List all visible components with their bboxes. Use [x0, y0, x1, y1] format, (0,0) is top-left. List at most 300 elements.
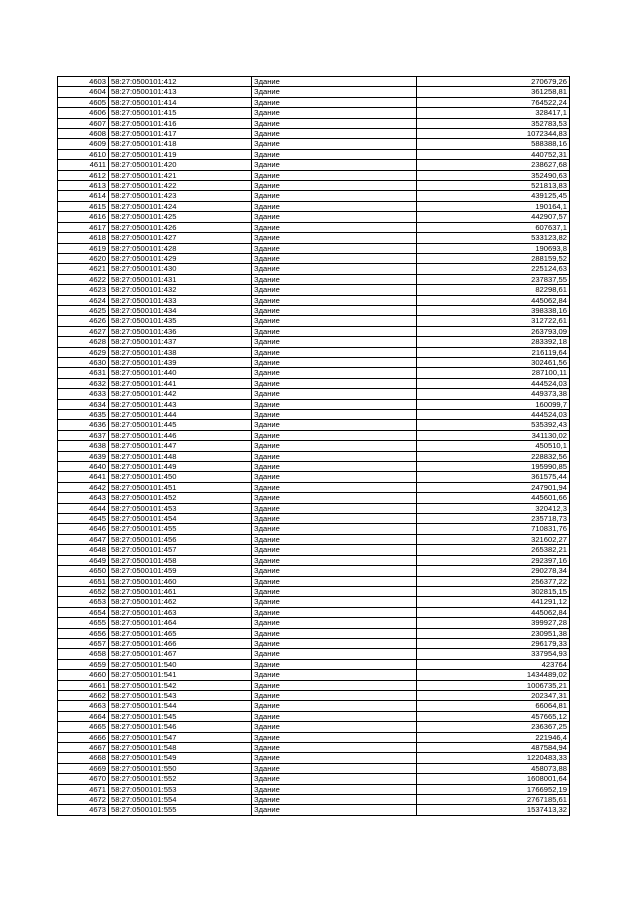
- table-row: [58, 722, 570, 732]
- object-type-cell: Здание: [252, 680, 417, 690]
- row-number-cell: 4663: [58, 701, 109, 711]
- row-number-cell: 4668: [58, 753, 109, 763]
- cadastral-number-cell: 58:27:0500101:440: [109, 368, 252, 378]
- cadastral-value-cell: 228832,56: [417, 451, 570, 461]
- cadastral-number-cell: 58:27:0500101:416: [109, 118, 252, 128]
- cadastral-number-cell: 58:27:0500101:446: [109, 430, 252, 440]
- cadastral-value-cell: 287100,11: [417, 368, 570, 378]
- table-row: [58, 680, 570, 690]
- object-type-cell: Здание: [252, 222, 417, 232]
- cadastral-number-cell: 58:27:0500101:549: [109, 753, 252, 763]
- table-row: [58, 77, 570, 87]
- cadastral-value-cell: 710831,76: [417, 524, 570, 534]
- object-type-cell: Здание: [252, 326, 417, 336]
- table-row: [58, 701, 570, 711]
- cadastral-value-cell: 221946,4: [417, 732, 570, 742]
- cadastral-value-cell: 237837,55: [417, 274, 570, 284]
- cadastral-value-cell: 230951,38: [417, 628, 570, 638]
- cadastral-value-cell: 441291,12: [417, 597, 570, 607]
- cadastral-value-cell: 607637,1: [417, 222, 570, 232]
- row-number-cell: 4669: [58, 763, 109, 773]
- object-type-cell: Здание: [252, 129, 417, 139]
- table-row: [58, 576, 570, 586]
- object-type-cell: Здание: [252, 149, 417, 159]
- cadastral-number-cell: 58:27:0500101:429: [109, 253, 252, 263]
- table-row: [58, 753, 570, 763]
- object-type-cell: Здание: [252, 170, 417, 180]
- object-type-cell: Здание: [252, 482, 417, 492]
- cadastral-number-cell: 58:27:0500101:441: [109, 378, 252, 388]
- table-row: [58, 451, 570, 461]
- object-type-cell: Здание: [252, 576, 417, 586]
- table-row: [58, 347, 570, 357]
- cadastral-value-cell: 1608001,64: [417, 774, 570, 784]
- cadastral-value-cell: 283392,18: [417, 337, 570, 347]
- table-row: [58, 97, 570, 107]
- table-row: [58, 233, 570, 243]
- row-number-cell: 4622: [58, 274, 109, 284]
- object-type-cell: Здание: [252, 743, 417, 753]
- object-type-cell: Здание: [252, 763, 417, 773]
- row-number-cell: 4660: [58, 670, 109, 680]
- object-type-cell: Здание: [252, 316, 417, 326]
- cadastral-value-cell: 247901,94: [417, 482, 570, 492]
- table-row: [58, 545, 570, 555]
- table-row: [58, 191, 570, 201]
- object-type-cell: Здание: [252, 805, 417, 815]
- object-type-cell: Здание: [252, 285, 417, 295]
- table-row: [58, 597, 570, 607]
- cadastral-number-cell: 58:27:0500101:414: [109, 97, 252, 107]
- cadastral-value-cell: 450510,1: [417, 441, 570, 451]
- cadastral-value-cell: 270679,26: [417, 77, 570, 87]
- cadastral-value-cell: 288159,52: [417, 253, 570, 263]
- object-type-cell: Здание: [252, 77, 417, 87]
- cadastral-value-cell: 236367,25: [417, 722, 570, 732]
- cadastral-number-cell: 58:27:0500101:460: [109, 576, 252, 586]
- table-row: [58, 295, 570, 305]
- cadastral-value-cell: 82298,61: [417, 285, 570, 295]
- cadastral-number-cell: 58:27:0500101:448: [109, 451, 252, 461]
- cadastral-value-cell: 445601,66: [417, 493, 570, 503]
- table-row: [58, 638, 570, 648]
- table-row: [58, 732, 570, 742]
- cadastral-value-cell: 292397,16: [417, 555, 570, 565]
- object-type-cell: Здание: [252, 524, 417, 534]
- row-number-cell: 4666: [58, 732, 109, 742]
- cadastral-number-cell: 58:27:0500101:465: [109, 628, 252, 638]
- cadastral-value-cell: 337954,93: [417, 649, 570, 659]
- table-row: [58, 503, 570, 513]
- cadastral-value-cell: 487584,94: [417, 743, 570, 753]
- row-number-cell: 4665: [58, 722, 109, 732]
- table-row: [58, 462, 570, 472]
- row-number-cell: 4664: [58, 711, 109, 721]
- table-row: [58, 805, 570, 815]
- cadastral-number-cell: 58:27:0500101:458: [109, 555, 252, 565]
- table-row: [58, 399, 570, 409]
- row-number-cell: 4673: [58, 805, 109, 815]
- object-type-cell: Здание: [252, 711, 417, 721]
- object-type-cell: Здание: [252, 118, 417, 128]
- table-row: [58, 316, 570, 326]
- cadastral-number-cell: 58:27:0500101:425: [109, 212, 252, 222]
- table-row: [58, 493, 570, 503]
- cadastral-value-cell: 328417,1: [417, 108, 570, 118]
- cadastral-value-cell: 160099,7: [417, 399, 570, 409]
- table-row: [58, 139, 570, 149]
- cadastral-value-cell: 195990,85: [417, 462, 570, 472]
- row-number-cell: 4652: [58, 586, 109, 596]
- cadastral-number-cell: 58:27:0500101:463: [109, 607, 252, 617]
- object-type-cell: Здание: [252, 607, 417, 617]
- cadastral-number-cell: 58:27:0500101:451: [109, 482, 252, 492]
- row-number-cell: 4659: [58, 659, 109, 669]
- cadastral-number-cell: 58:27:0500101:412: [109, 77, 252, 87]
- table-row: [58, 410, 570, 420]
- cadastral-value-cell: 764522,24: [417, 97, 570, 107]
- cadastral-value-cell: 312722,61: [417, 316, 570, 326]
- table-row: [58, 420, 570, 430]
- cadastral-value-cell: 1766952,19: [417, 784, 570, 794]
- row-number-cell: 4612: [58, 170, 109, 180]
- cadastral-value-cell: 457665,12: [417, 711, 570, 721]
- cadastral-number-cell: 58:27:0500101:442: [109, 389, 252, 399]
- cadastral-value-cell: 256377,22: [417, 576, 570, 586]
- table-row: [58, 711, 570, 721]
- cadastral-number-cell: 58:27:0500101:462: [109, 597, 252, 607]
- cadastral-value-cell: 442907,57: [417, 212, 570, 222]
- object-type-cell: Здание: [252, 108, 417, 118]
- cadastral-number-cell: 58:27:0500101:547: [109, 732, 252, 742]
- cadastral-number-cell: 58:27:0500101:417: [109, 129, 252, 139]
- object-type-cell: Здание: [252, 368, 417, 378]
- table-row: [58, 524, 570, 534]
- row-number-cell: 4657: [58, 638, 109, 648]
- table-row: [58, 337, 570, 347]
- row-number-cell: 4671: [58, 784, 109, 794]
- cadastral-value-cell: 1220483,33: [417, 753, 570, 763]
- cadastral-value-cell: 445062,84: [417, 295, 570, 305]
- object-type-cell: Здание: [252, 389, 417, 399]
- object-type-cell: Здание: [252, 160, 417, 170]
- object-type-cell: Здание: [252, 264, 417, 274]
- table-row: [58, 743, 570, 753]
- table-row: [58, 253, 570, 263]
- cadastral-number-cell: 58:27:0500101:545: [109, 711, 252, 721]
- cadastral-value-cell: 235718,73: [417, 514, 570, 524]
- table-row: [58, 149, 570, 159]
- row-number-cell: 4634: [58, 399, 109, 409]
- row-number-cell: 4649: [58, 555, 109, 565]
- object-type-cell: Здание: [252, 347, 417, 357]
- cadastral-value-cell: 66064,81: [417, 701, 570, 711]
- table-row: [58, 566, 570, 576]
- row-number-cell: 4629: [58, 347, 109, 357]
- table-row: [58, 784, 570, 794]
- table-row: [58, 649, 570, 659]
- cadastral-value-table: [57, 76, 570, 816]
- row-number-cell: 4658: [58, 649, 109, 659]
- cadastral-number-cell: 58:27:0500101:428: [109, 243, 252, 253]
- cadastral-value-cell: 321602,27: [417, 534, 570, 544]
- cadastral-number-cell: 58:27:0500101:457: [109, 545, 252, 555]
- row-number-cell: 4630: [58, 357, 109, 367]
- row-number-cell: 4626: [58, 316, 109, 326]
- cadastral-value-cell: 202347,31: [417, 690, 570, 700]
- row-number-cell: 4637: [58, 430, 109, 440]
- row-number-cell: 4618: [58, 233, 109, 243]
- row-number-cell: 4616: [58, 212, 109, 222]
- table-row: [58, 389, 570, 399]
- row-number-cell: 4640: [58, 462, 109, 472]
- table-row: [58, 774, 570, 784]
- cadastral-value-cell: 341130,02: [417, 430, 570, 440]
- table-row: [58, 618, 570, 628]
- cadastral-number-cell: 58:27:0500101:419: [109, 149, 252, 159]
- table-row: [58, 378, 570, 388]
- object-type-cell: Здание: [252, 555, 417, 565]
- object-type-cell: Здание: [252, 451, 417, 461]
- table-row: [58, 118, 570, 128]
- row-number-cell: 4608: [58, 129, 109, 139]
- cadastral-value-cell: 445062,84: [417, 607, 570, 617]
- row-number-cell: 4646: [58, 524, 109, 534]
- object-type-cell: Здание: [252, 399, 417, 409]
- cadastral-value-cell: 290278,34: [417, 566, 570, 576]
- cadastral-number-cell: 58:27:0500101:550: [109, 763, 252, 773]
- cadastral-number-cell: 58:27:0500101:431: [109, 274, 252, 284]
- object-type-cell: Здание: [252, 493, 417, 503]
- cadastral-value-cell: 225124,63: [417, 264, 570, 274]
- cadastral-number-cell: 58:27:0500101:466: [109, 638, 252, 648]
- row-number-cell: 4655: [58, 618, 109, 628]
- row-number-cell: 4644: [58, 503, 109, 513]
- cadastral-number-cell: 58:27:0500101:453: [109, 503, 252, 513]
- cadastral-value-cell: 263793,09: [417, 326, 570, 336]
- cadastral-number-cell: 58:27:0500101:543: [109, 690, 252, 700]
- cadastral-value-cell: 190693,8: [417, 243, 570, 253]
- cadastral-value-cell: 1072344,83: [417, 129, 570, 139]
- cadastral-value-cell: 1537413,32: [417, 805, 570, 815]
- object-type-cell: Здание: [252, 378, 417, 388]
- cadastral-value-cell: 190164,1: [417, 201, 570, 211]
- object-type-cell: Здание: [252, 462, 417, 472]
- table-row: [58, 368, 570, 378]
- cadastral-value-cell: 1434489,02: [417, 670, 570, 680]
- table-row: [58, 441, 570, 451]
- table-row: [58, 305, 570, 315]
- table-row: [58, 357, 570, 367]
- cadastral-value-cell: 320412,3: [417, 503, 570, 513]
- table-row: [58, 514, 570, 524]
- row-number-cell: 4611: [58, 160, 109, 170]
- cadastral-number-cell: 58:27:0500101:555: [109, 805, 252, 815]
- object-type-cell: Здание: [252, 753, 417, 763]
- cadastral-number-cell: 58:27:0500101:439: [109, 357, 252, 367]
- cadastral-value-cell: 588388,16: [417, 139, 570, 149]
- object-type-cell: Здание: [252, 534, 417, 544]
- cadastral-value-cell: 361258,81: [417, 87, 570, 97]
- cadastral-number-cell: 58:27:0500101:464: [109, 618, 252, 628]
- object-type-cell: Здание: [252, 566, 417, 576]
- row-number-cell: 4631: [58, 368, 109, 378]
- object-type-cell: Здание: [252, 638, 417, 648]
- cadastral-number-cell: 58:27:0500101:437: [109, 337, 252, 347]
- cadastral-value-cell: 302461,56: [417, 357, 570, 367]
- object-type-cell: Здание: [252, 503, 417, 513]
- object-type-cell: Здание: [252, 795, 417, 805]
- cadastral-number-cell: 58:27:0500101:542: [109, 680, 252, 690]
- object-type-cell: Здание: [252, 295, 417, 305]
- cadastral-number-cell: 58:27:0500101:427: [109, 233, 252, 243]
- cadastral-value-cell: 302815,15: [417, 586, 570, 596]
- row-number-cell: 4621: [58, 264, 109, 274]
- row-number-cell: 4641: [58, 472, 109, 482]
- row-number-cell: 4606: [58, 108, 109, 118]
- cadastral-value-cell: 444524,03: [417, 410, 570, 420]
- object-type-cell: Здание: [252, 233, 417, 243]
- cadastral-value-cell: 521813,83: [417, 181, 570, 191]
- cadastral-number-cell: 58:27:0500101:548: [109, 743, 252, 753]
- cadastral-number-cell: 58:27:0500101:434: [109, 305, 252, 315]
- cadastral-value-cell: 352783,53: [417, 118, 570, 128]
- table-row: [58, 212, 570, 222]
- row-number-cell: 4662: [58, 690, 109, 700]
- row-number-cell: 4639: [58, 451, 109, 461]
- row-number-cell: 4670: [58, 774, 109, 784]
- row-number-cell: 4656: [58, 628, 109, 638]
- row-number-cell: 4625: [58, 305, 109, 315]
- row-number-cell: 4653: [58, 597, 109, 607]
- table-row: [58, 222, 570, 232]
- cadastral-number-cell: 58:27:0500101:450: [109, 472, 252, 482]
- cadastral-value-cell: 238627,68: [417, 160, 570, 170]
- cadastral-value-cell: 399927,28: [417, 618, 570, 628]
- object-type-cell: Здание: [252, 628, 417, 638]
- table-row: [58, 628, 570, 638]
- cadastral-number-cell: 58:27:0500101:413: [109, 87, 252, 97]
- object-type-cell: Здание: [252, 305, 417, 315]
- cadastral-value-cell: 444524,03: [417, 378, 570, 388]
- cadastral-number-cell: 58:27:0500101:554: [109, 795, 252, 805]
- table-row: [58, 607, 570, 617]
- cadastral-number-cell: 58:27:0500101:443: [109, 399, 252, 409]
- cadastral-number-cell: 58:27:0500101:467: [109, 649, 252, 659]
- table-row: [58, 201, 570, 211]
- row-number-cell: 4643: [58, 493, 109, 503]
- row-number-cell: 4667: [58, 743, 109, 753]
- row-number-cell: 4647: [58, 534, 109, 544]
- object-type-cell: Здание: [252, 514, 417, 524]
- cadastral-value-cell: 361575,44: [417, 472, 570, 482]
- cadastral-number-cell: 58:27:0500101:544: [109, 701, 252, 711]
- cadastral-number-cell: 58:27:0500101:415: [109, 108, 252, 118]
- object-type-cell: Здание: [252, 472, 417, 482]
- cadastral-number-cell: 58:27:0500101:459: [109, 566, 252, 576]
- row-number-cell: 4613: [58, 181, 109, 191]
- cadastral-number-cell: 58:27:0500101:430: [109, 264, 252, 274]
- object-type-cell: Здание: [252, 212, 417, 222]
- table-row: [58, 795, 570, 805]
- object-type-cell: Здание: [252, 139, 417, 149]
- object-type-cell: Здание: [252, 337, 417, 347]
- cadastral-value-cell: 440752,31: [417, 149, 570, 159]
- cadastral-number-cell: 58:27:0500101:553: [109, 784, 252, 794]
- object-type-cell: Здание: [252, 201, 417, 211]
- table-row: [58, 181, 570, 191]
- row-number-cell: 4614: [58, 191, 109, 201]
- row-number-cell: 4628: [58, 337, 109, 347]
- cadastral-number-cell: 58:27:0500101:423: [109, 191, 252, 201]
- object-type-cell: Здание: [252, 441, 417, 451]
- row-number-cell: 4661: [58, 680, 109, 690]
- table-row: [58, 690, 570, 700]
- table-row: [58, 534, 570, 544]
- cadastral-number-cell: 58:27:0500101:438: [109, 347, 252, 357]
- table-row: [58, 763, 570, 773]
- cadastral-number-cell: 58:27:0500101:422: [109, 181, 252, 191]
- row-number-cell: 4648: [58, 545, 109, 555]
- row-number-cell: 4619: [58, 243, 109, 253]
- row-number-cell: 4615: [58, 201, 109, 211]
- cadastral-number-cell: 58:27:0500101:461: [109, 586, 252, 596]
- table-row: [58, 87, 570, 97]
- object-type-cell: Здание: [252, 722, 417, 732]
- object-type-cell: Здание: [252, 690, 417, 700]
- table-row: [58, 430, 570, 440]
- cadastral-value-cell: 2767185,61: [417, 795, 570, 805]
- object-type-cell: Здание: [252, 274, 417, 284]
- table-row: [58, 659, 570, 669]
- cadastral-value-cell: 535392,43: [417, 420, 570, 430]
- row-number-cell: 4604: [58, 87, 109, 97]
- object-type-cell: Здание: [252, 649, 417, 659]
- object-type-cell: Здание: [252, 357, 417, 367]
- row-number-cell: 4636: [58, 420, 109, 430]
- cadastral-value-cell: 423764: [417, 659, 570, 669]
- object-type-cell: Здание: [252, 732, 417, 742]
- table-row: [58, 108, 570, 118]
- row-number-cell: 4633: [58, 389, 109, 399]
- table-row: [58, 482, 570, 492]
- cadastral-number-cell: 58:27:0500101:433: [109, 295, 252, 305]
- table-body: [58, 77, 570, 816]
- row-number-cell: 4603: [58, 77, 109, 87]
- table-row: [58, 586, 570, 596]
- cadastral-number-cell: 58:27:0500101:424: [109, 201, 252, 211]
- cadastral-value-cell: 352490,63: [417, 170, 570, 180]
- row-number-cell: 4632: [58, 378, 109, 388]
- cadastral-number-cell: 58:27:0500101:452: [109, 493, 252, 503]
- cadastral-value-cell: 449373,38: [417, 389, 570, 399]
- row-number-cell: 4617: [58, 222, 109, 232]
- cadastral-number-cell: 58:27:0500101:421: [109, 170, 252, 180]
- object-type-cell: Здание: [252, 670, 417, 680]
- cadastral-number-cell: 58:27:0500101:552: [109, 774, 252, 784]
- row-number-cell: 4635: [58, 410, 109, 420]
- object-type-cell: Здание: [252, 545, 417, 555]
- row-number-cell: 4610: [58, 149, 109, 159]
- cadastral-number-cell: 58:27:0500101:432: [109, 285, 252, 295]
- cadastral-number-cell: 58:27:0500101:546: [109, 722, 252, 732]
- object-type-cell: Здание: [252, 586, 417, 596]
- object-type-cell: Здание: [252, 659, 417, 669]
- cadastral-number-cell: 58:27:0500101:436: [109, 326, 252, 336]
- row-number-cell: 4651: [58, 576, 109, 586]
- object-type-cell: Здание: [252, 597, 417, 607]
- object-type-cell: Здание: [252, 618, 417, 628]
